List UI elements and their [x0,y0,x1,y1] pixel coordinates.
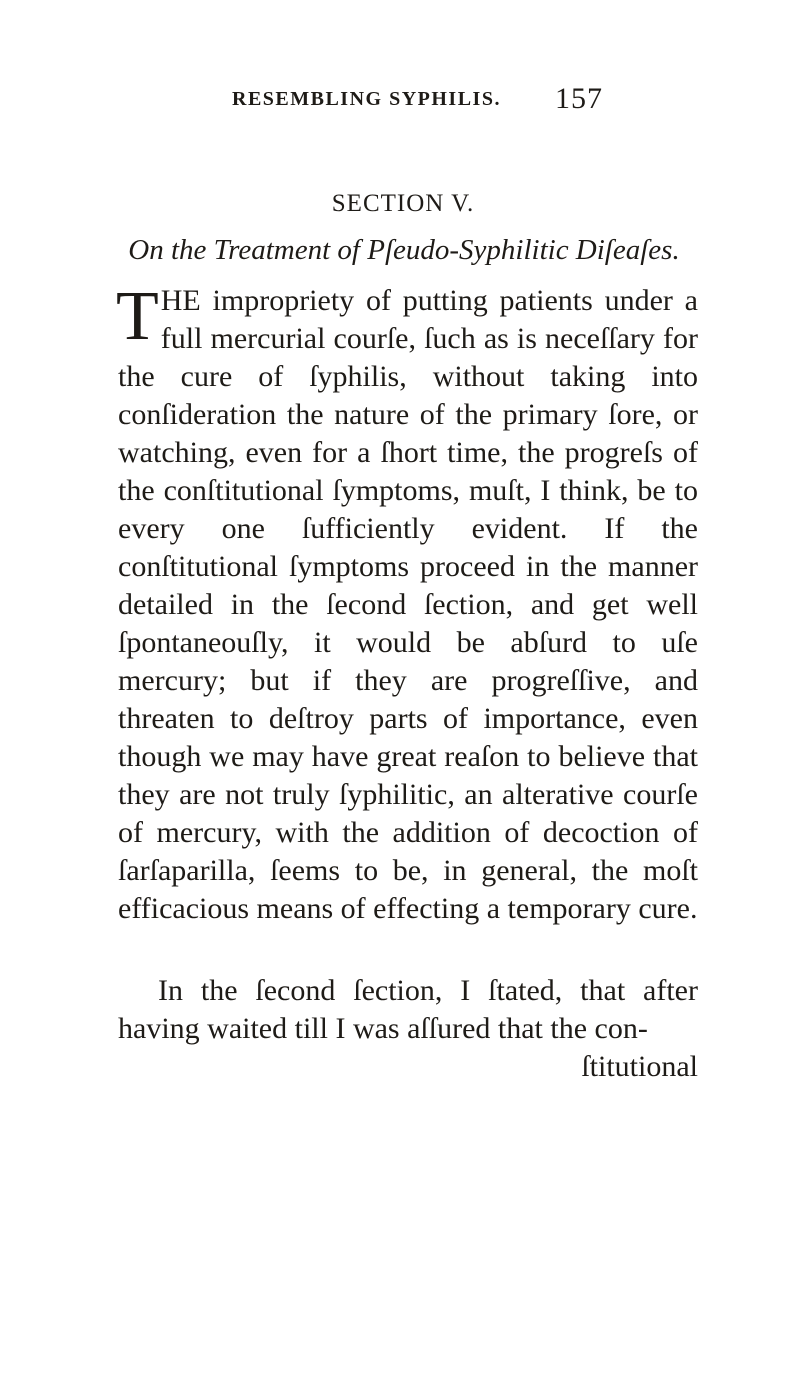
section-subtitle: On the Treatment of Pſeudo-Syphilitic Diſeaſes. [128,234,680,266]
body-text [116,278,698,1048]
catchword: ſtitutional [581,1050,698,1083]
paragraph-2: In the ſecond ſection, I ſtated, that after having waited till I was aſſured that the con- [118,974,698,1045]
running-head [0,82,800,128]
section-heading: SECTION V. [331,190,475,217]
paragraph-1-text: HE impropriety of putting patients under a full mercurial courſe, ſuch as is neceſſary for the cure of ſyphilis, without taking into conſideration the nature of the primary ſore, or watching, even for a ſhort time, the progreſs of the conſtitutional ſymptoms, muſt, I think, be to every one ſufficiently evident. If the conſtitutional ſymptoms proceed in the manner detailed in the ſecond ſection, and get well ſpontaneouſly, it would be abſurd to uſe mercury; but if they are progreſſive, and threaten to deſtroy parts of importance, even though we may have great reaſon to believe that they are not truly ſyphilitic, an alterative courſe of mercury, with the addition of decoction of ſarſaparilla, ſeems to be, in general, the moſt efficacious means of effecting a temporary cure. [118,284,698,925]
running-title: RESEMBLING SYPHILIS. [232,88,501,110]
drop-cap: T [116,278,159,355]
page-number: 157 [555,82,603,115]
paragraph-1 [116,278,698,928]
